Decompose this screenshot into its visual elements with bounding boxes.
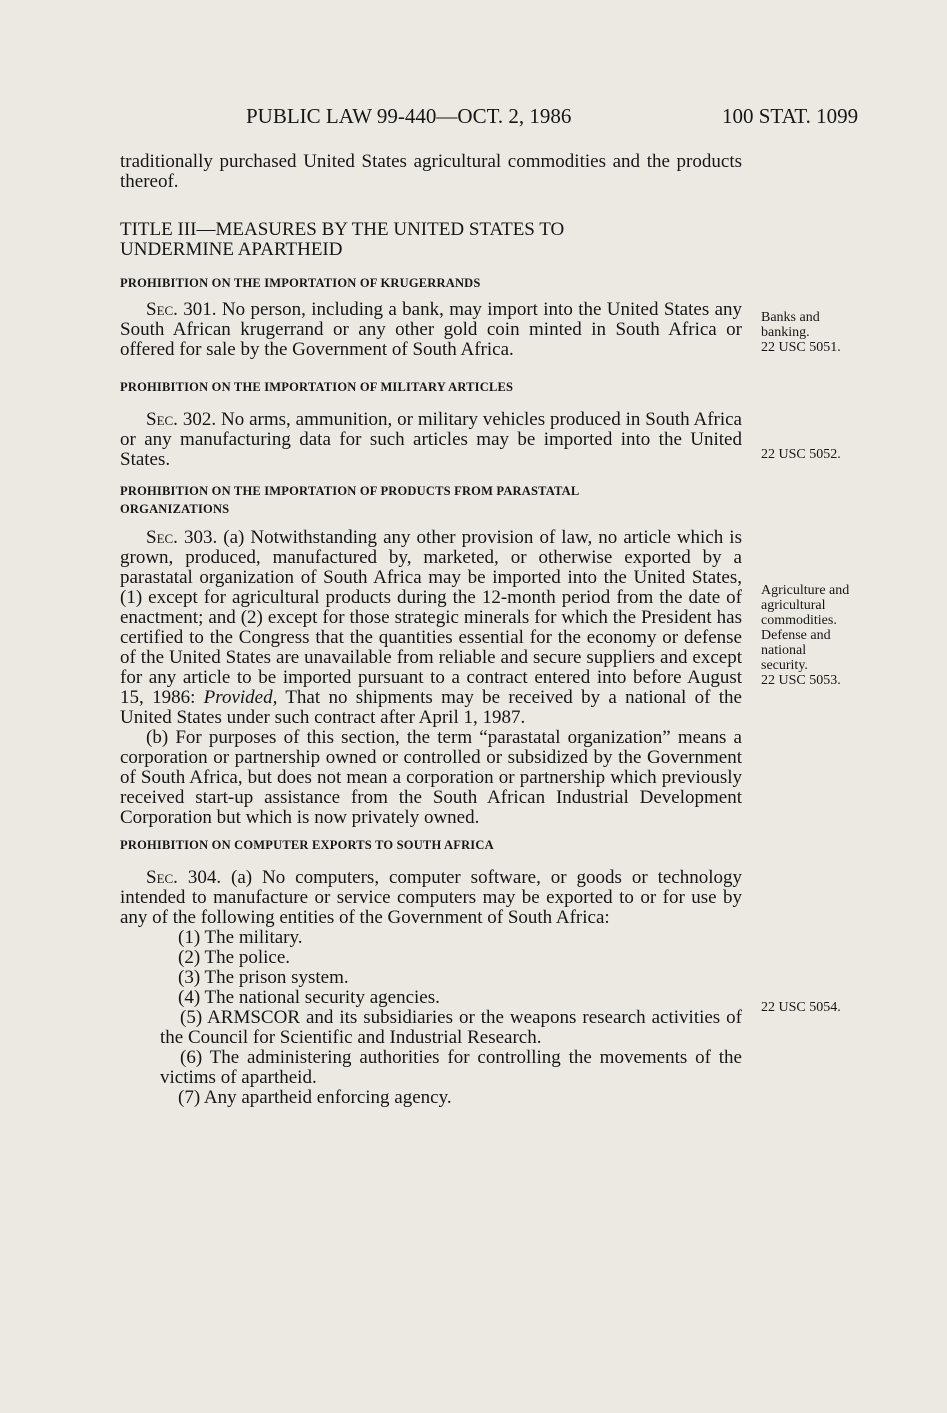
sec304-item-1: (1) The military. [178, 927, 303, 948]
sec303-paragraph-a [120, 528, 742, 728]
stat-reference: 100 STAT. 1099 [722, 104, 859, 128]
sec303-heading-line1: PROHIBITION ON THE IMPORTATION OF PRODUCTS FROM PARASTATAL [120, 484, 580, 498]
law-title: PUBLIC LAW 99-440—OCT. 2, 1986 [246, 104, 572, 128]
intro-paragraph: traditionally purchased United States agricultural commodities and the products thereof. [120, 151, 742, 192]
sec303-label: Sec. 303. [146, 527, 218, 548]
margin-note-line: 22 USC 5053. [761, 673, 841, 688]
sec302-heading: PROHIBITION ON THE IMPORTATION OF MILITARY ARTICLES [120, 380, 514, 394]
margin-note-line: national [761, 643, 807, 658]
margin-note-sec302 [761, 447, 931, 462]
sec303-paragraph-b: (b) For purposes of this section, the term “parastatal organization” means a corporation or partnership owned or controlled or subsidized by the Government of South Africa, but does not mean a corporation or partnership which previously received start-up assistance from the South African Industrial Development Corporation but which is now privately owned. [120, 727, 742, 828]
margin-note-line: banking. [761, 325, 810, 340]
sec301-heading: PROHIBITION ON THE IMPORTATION OF KRUGERRANDS [120, 276, 481, 290]
margin-note-line: 22 USC 5052. [761, 447, 841, 462]
margin-note-line: Banks and [761, 310, 820, 325]
sec304-item-2: (2) The police. [178, 947, 291, 968]
page-header [0, 104, 947, 134]
provided-term: Provided, [203, 687, 278, 708]
sec301-paragraph [120, 300, 742, 360]
sec304-label: Sec. 304. [146, 867, 222, 888]
margin-note-sec304 [761, 1000, 931, 1015]
main-text-column [120, 152, 742, 1108]
sec304-item-5: (5) ARMSCOR and its subsidiaries or the weapons research activities of the Council for Scientific and Industrial Research. [160, 1007, 742, 1048]
sec301-text: No person, including a bank, may import into the United States any South African krugerrand or any other gold coin minted in South Africa or offered for sale by the Government of South Africa. [120, 299, 743, 360]
sec304-item-7: (7) Any apartheid enforcing agency. [178, 1087, 452, 1108]
margin-note-line: Defense and [761, 628, 831, 643]
margin-note-line: commodities. [761, 613, 837, 628]
sec303-heading-line2: ORGANIZATIONS [120, 502, 230, 516]
margin-note-sec301 [761, 310, 931, 355]
margin-note-line: Agriculture and [761, 583, 850, 598]
sec303-text-a2: That no shipments may be received by a national of the United States under such contract after April 1, 1987. [120, 687, 742, 728]
sec302-paragraph [120, 410, 742, 470]
sec302-text: No arms, ammunition, or military vehicles produced in South Africa or any manufacturing data for such articles may be imported into the United States. [120, 409, 742, 470]
sec304-item-3: (3) The prison system. [178, 967, 349, 988]
margin-note-line: security. [761, 658, 808, 673]
title-iii-line1: TITLE III—MEASURES BY THE UNITED STATES TO [120, 219, 565, 240]
sec304-paragraph [120, 868, 742, 928]
sec302-label: Sec. 302. [146, 409, 217, 430]
margin-note-line: 22 USC 5054. [761, 1000, 841, 1015]
margin-note-line: 22 USC 5051. [761, 340, 841, 355]
sec301-label: Sec. 301. [146, 299, 217, 320]
sec304-text: (a) No computers, computer software, or goods or technology intended to manufacture or service computers may be exported to or for use by any of the following entities of the Government of South Africa: [120, 867, 742, 928]
sec304-item-6: (6) The administering authorities for controlling the movements of the victims of apartheid. [160, 1047, 742, 1088]
sec303-text-a1: (a) Notwithstanding any other provision of law, no article which is grown, produced, manufactured by, marketed, or otherwise exported by a parastatal organization of South Africa may be imported into the United States, (1) except for agricultural products during the 12-month period from the date of enactment; and (2) except for those strategic minerals for which the President has certified to the Congress that the quantities essential for the economy or defense of the United States are unavailable from reliable and secure suppliers and except for any article to be imported pursuant to a contract entered into before August 15, 1986: [120, 527, 742, 708]
sec304-heading: PROHIBITION ON COMPUTER EXPORTS TO SOUTH AFRICA [120, 838, 494, 852]
title-iii-line2: UNDERMINE APARTHEID [120, 239, 343, 260]
sec304-item-4: (4) The national security agencies. [178, 987, 440, 1008]
margin-note-sec303 [761, 583, 931, 688]
margin-note-line: agricultural [761, 598, 826, 613]
